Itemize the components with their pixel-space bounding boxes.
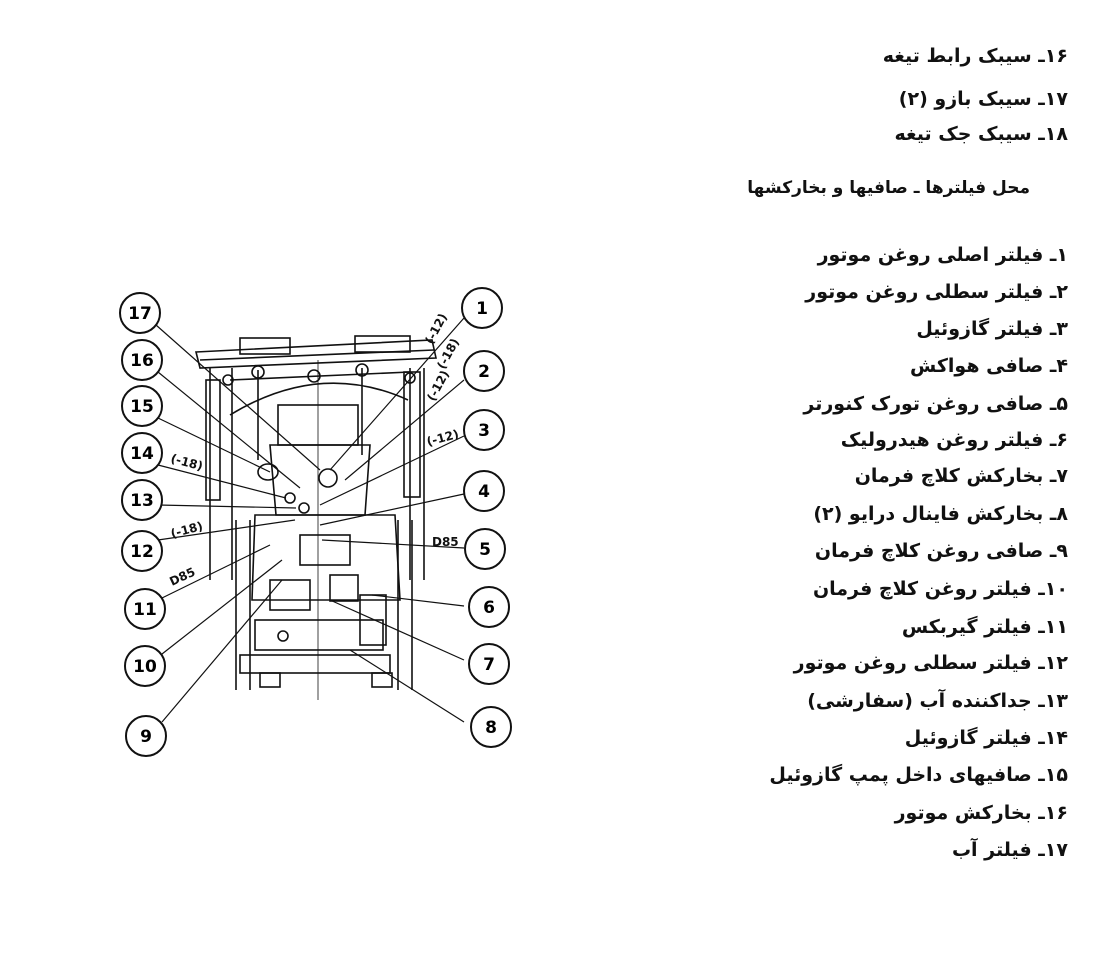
callout-label: 15 — [130, 397, 154, 417]
callout-13 — [122, 480, 162, 520]
callout-10 — [125, 646, 165, 686]
callout-label: 8 — [485, 718, 497, 738]
filters-list-item: ۱۶ـ بخارکش موتور — [894, 802, 1068, 824]
callout-label: 17 — [128, 304, 152, 324]
callout-6 — [469, 587, 509, 627]
callout-label: 6 — [483, 598, 495, 618]
model-label: (-12) — [422, 311, 450, 347]
model-label: (-18) — [169, 451, 205, 474]
callout-2 — [464, 351, 504, 391]
callout-16 — [122, 340, 162, 380]
section-heading: محل فیلترها ـ صافیها و بخارکشها — [747, 178, 1030, 198]
callout-label: 12 — [130, 542, 154, 562]
callouts-left — [120, 293, 166, 756]
callout-label: 5 — [479, 540, 491, 560]
callout-label: 16 — [130, 351, 154, 371]
callout-12 — [122, 531, 162, 571]
model-label: (-18) — [169, 518, 205, 541]
callout-1 — [462, 288, 502, 328]
model-labels — [167, 311, 462, 589]
model-label: D85 — [167, 564, 198, 589]
filters-list-item: ۱۳ـ جداکننده آب (سفارشی) — [807, 690, 1068, 712]
filters-list-item: ۱۰ـ فیلتر روغن کلاچ فرمان — [812, 578, 1068, 600]
callout-label: 10 — [133, 657, 157, 677]
filters-list-item: ۷ـ بخارکش کلاچ فرمان — [854, 465, 1068, 487]
callout-3 — [464, 410, 504, 450]
leader-lines — [156, 318, 464, 722]
callout-5 — [465, 529, 505, 569]
model-label: (-12) — [424, 368, 452, 404]
filters-list-item: ۶ـ فیلتر روغن هیدرولیک — [840, 429, 1068, 451]
filters-list-item: ۱۱ـ فیلتر گیربکس — [901, 616, 1068, 638]
callout-label: 14 — [130, 444, 154, 464]
filters-list-item: ۹ـ صافی روغن کلاچ فرمان — [814, 540, 1068, 562]
model-label: (-18) — [434, 336, 462, 372]
filters-list-item: ۴ـ صافی هواکش — [910, 355, 1068, 377]
callout-14 — [122, 433, 162, 473]
callouts-right — [462, 288, 511, 747]
filters-list-item: ۸ـ بخارکش فاینال درایو (۲) — [813, 503, 1068, 525]
callout-label: 4 — [478, 482, 490, 502]
top-list-item: ۱۶ـ سیبک رابط تیغه — [882, 45, 1068, 67]
callout-label: 13 — [130, 491, 154, 511]
callout-label: 1 — [476, 299, 488, 319]
top-list-item: ۱۸ـ سیبک جک تیغه — [894, 123, 1068, 145]
filters-list-item: ۲ـ فیلتر سطلی روغن موتور — [805, 281, 1068, 303]
callout-label: 2 — [478, 362, 490, 382]
filters-list-item: ۱۴ـ فیلتر گازوئیل — [904, 727, 1068, 749]
callout-8 — [471, 707, 511, 747]
callout-4 — [464, 471, 504, 511]
callout-9 — [126, 716, 166, 756]
callout-label: 9 — [140, 727, 152, 747]
callout-label: 3 — [478, 421, 490, 441]
callout-7 — [469, 644, 509, 684]
model-label: (-12) — [425, 426, 461, 449]
filters-list-item: ۱۷ـ فیلتر آب — [951, 839, 1068, 861]
callout-15 — [122, 386, 162, 426]
filters-list-item: ۵ـ صافی روغن تورک کنورتر — [803, 393, 1068, 415]
top-list-item: ۱۷ـ سیبک بازو (۲) — [898, 88, 1068, 110]
callout-label: 11 — [133, 600, 157, 620]
filters-list-item: ۱۵ـ صافیهای داخل پمپ گازوئیل — [769, 764, 1068, 786]
filters-list-item: ۱۲ـ فیلتر سطلی روغن موتور — [793, 652, 1068, 674]
callout-11 — [125, 589, 165, 629]
callout-label: 7 — [483, 655, 495, 675]
model-label: D85 — [432, 535, 459, 549]
filters-list-item: ۱ـ فیلتر اصلی روغن موتور — [817, 244, 1068, 266]
filters-list-item: ۳ـ فیلتر گازوئیل — [916, 318, 1068, 340]
callout-17 — [120, 293, 160, 333]
